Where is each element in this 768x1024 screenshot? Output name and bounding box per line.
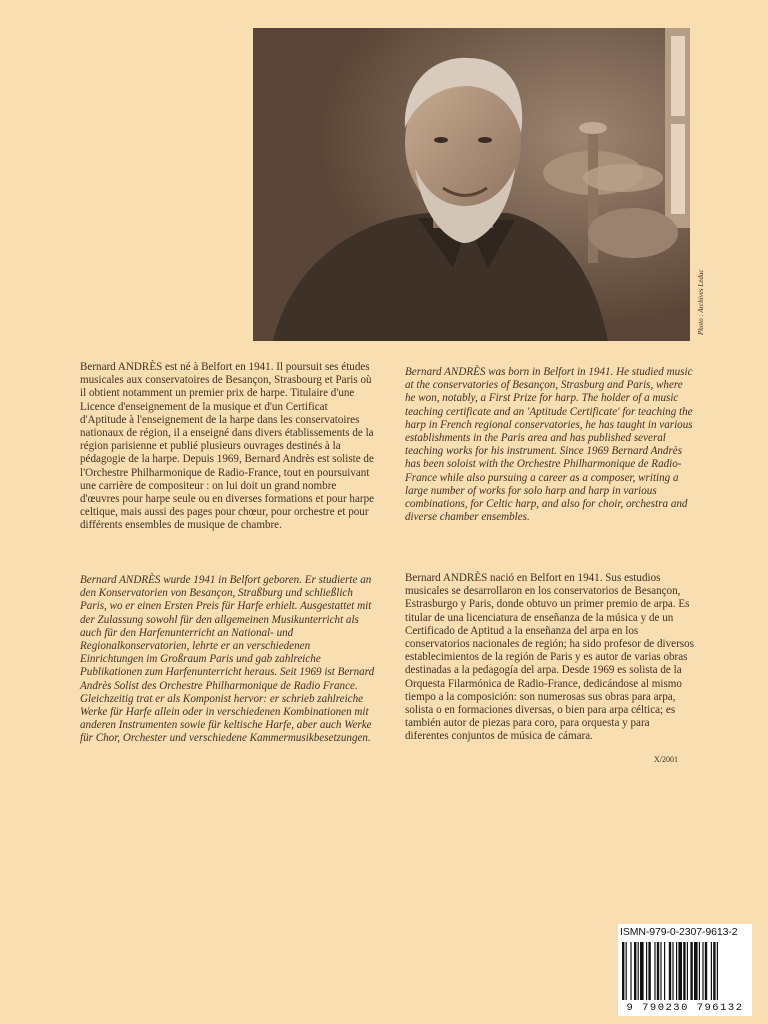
barcode-bar [702,942,703,1000]
barcode-bar [664,942,665,1000]
publication-date: X/2001 [654,755,678,764]
barcode-bar [705,942,707,1000]
photo-credit: Photo : Archives Leduc [697,269,705,335]
barcode-bar [646,942,647,1000]
bio-spanish [405,572,695,744]
barcode-bar [687,942,688,1000]
barcode-bar [690,942,692,1000]
barcode-bar [678,942,682,1000]
barcode-digits: 9 790230 796132 [626,1002,744,1014]
bio-spanish-text: Bernard ANDRÈS nació en Belfort en 1941. Sus estudios musicales se desarrollaron en los conservatorios de Besançon, Estrasburgo y Paris, donde obtuvo un primer premio de arpa. Es titular de una licenciatura de enseñanza de la música y de un Certificado de Aptitud a la enseñanza del arpa en los conservatorios nacionales de región; ha sido profesor de diversos establecimientos de la región de Paris y es autor de varias obras destinadas a la pedagogía del arpa. Desde 1969 es solista de la Orquesta Filarmónica de Radio-France, dedicándose al mismo tiempo a la composición: son numerosas sus obras para arpa, solista o en formaciones diversas, o bien para arpa céltica; es también autor de piezas para coro, para orquesta y para diferentes conjuntos de música de cámara. [405,572,694,743]
barcode-bar [669,942,671,1000]
bio-german-text: Bernard ANDRÈS wurde 1941 in Belfort geboren. Er studierte an den Konservatorien von Besançon, Straßburg und schließlich Paris, wo er einen Ersten Preis für Harfe erhielt. Ausgestattet mit der Zulassung sowohl für den allgemeinen Musikunterricht als auch für den Harfenunterricht an National- und Regionalkonservatorien, lehrte er an verschiedenen Einrichtungen im Großraum Paris und gab zahlreiche Publikationen zum Harfenunterricht heraus. Seit 1969 ist Bernard Andrès Solist des Orchestre Philharmonique de Radio France. Gleichzeitig trat er als Komponist hervor: er schrieb zahlreiche Werke für Harfe allein oder in verschiedenen Kombinationen mit anderen Instrumenten sowie für keltische Harfe, aber auch Werke für Chor, Orchester und verschiedene Kammermusikbesetzungen. [80,574,375,745]
barcode-bar [711,942,712,1000]
barcode-bar [657,942,659,1000]
barcode-bar [634,942,636,1000]
barcode-bar [626,942,627,1000]
barcode-bar [683,942,685,1000]
barcode-bar [699,942,700,1000]
barcode-bar [622,942,624,1000]
portrait-image [253,28,690,341]
barcode-bar [713,942,715,1000]
ismn-number: ISMN-979-0-2307-9613-2 [620,926,738,938]
bio-german [80,574,376,746]
barcode-bar [648,942,650,1000]
barcode-bar [640,942,644,1000]
composer-portrait-photo [253,28,690,341]
barcode-bar [717,942,718,1000]
bio-english-text: Bernard ANDRÈS was born in Belfort in 1941. He studied music at the conservatories of Besançon, Strasburg and Paris, where he won, notably, a First Prize for harp. The holder of a music teaching certificate and an 'Aptitude Certificate' for teaching the harp in French regional conservatories, he has taught in various establishments in the Paris area and has published several teaching works for his instrument. Since 1969 Bernard Andrès has been soloist with the Orchestre Philharmonique de Radio-France while also pursuing a career as a composer, writing a large number of works for solo harp and harp in various combinations, for Celtic harp, and also for choir, orchestra and diverse chamber ensembles. [405,366,693,524]
barcode-bar [694,942,698,1000]
barcode-bar [630,942,631,1000]
barcode-bar [660,942,661,1000]
bio-english [405,366,695,524]
barcode [620,942,750,1004]
barcode-bar [638,942,639,1000]
bio-french-text: Bernard ANDRÈS est né à Belfort en 1941. Il poursuit ses études musicales aux conservatoires de Besançon, Strasbourg et Paris où il obtient notamment un premier prix de harpe. Titulaire d'une Licence d'enseignement de la musique et d'un Certificat d'Aptitude à l'enseignement de la harpe dans les conservatoires nationaux de région, il a enseigné dans divers établissements de la région parisienne et publié plusieurs ouvrages destinés à la pédagogie de la harpe. Depuis 1969, Bernard Andrès est soliste de l'Orchestre Philharmonique de Radio-France, tout en poursuivant une carrière de compositeur : on lui doit un grand nombre d'œuvres pour harpe seule ou en diverses formations et pour harpe celtique, mais aussi des pages pour chœur, pour orchestre et pour différents ensembles de musique de chambre. [80,361,375,532]
barcode-bar [672,942,673,1000]
bio-french [80,361,376,533]
barcode-bar [676,942,677,1000]
barcode-bar [654,942,655,1000]
